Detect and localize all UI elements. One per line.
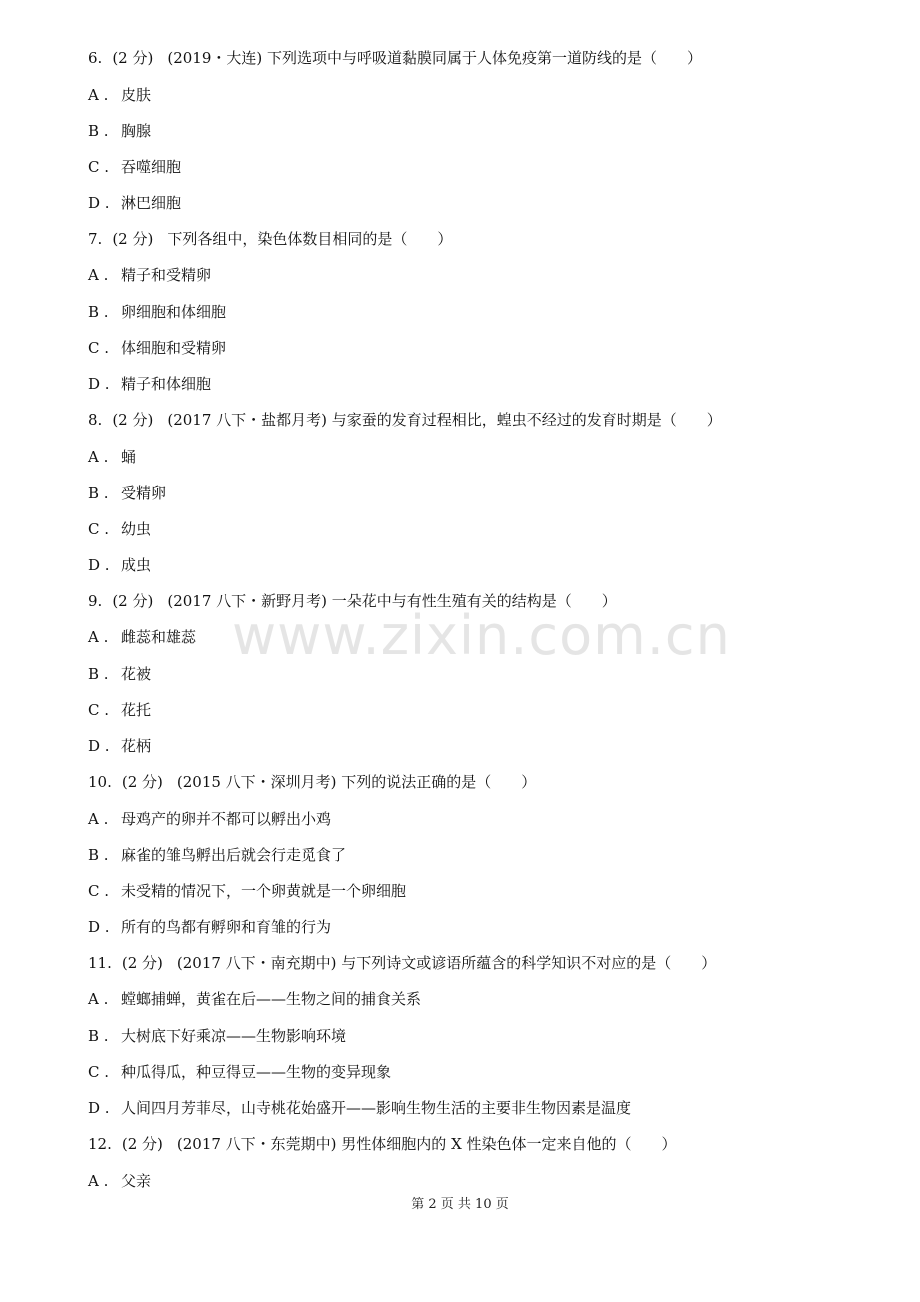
option-text: 未受精的情况下，一个卵黄就是一个卵细胞 [121,882,407,900]
option-letter: A . [88,990,109,1008]
option-a [88,1171,151,1191]
option-letter: C . [88,339,110,357]
option-text: 大树底下好乘凉——生物影响环境 [121,1027,347,1045]
option-letter: D . [88,918,110,936]
option-letter: A . [88,810,109,828]
question-number: 9. [88,592,103,610]
option-c [88,338,226,358]
question-10 [88,772,536,792]
option-c [88,881,406,901]
option-d [88,736,151,756]
option-letter: C . [88,520,110,538]
question-number: 10. [88,773,112,791]
option-text: 胸腺 [121,122,152,140]
question-7 [88,229,452,249]
option-letter: D . [88,1099,110,1117]
question-score: (2 分) [121,1135,163,1153]
question-number: 11. [88,954,112,972]
question-text: (2017 八下・东莞期中) 男性体细胞内的 X 性染色体一定来自他的（ ） [176,1135,677,1153]
question-score: (2 分) [121,773,163,791]
question-text: (2017 八下・新野月考) 一朵花中与有性生殖有关的结构是（ ） [167,592,617,610]
question-text: 下列各组中，染色体数目相同的是（ ） [167,230,453,248]
option-d [88,193,181,213]
option-text: 雌蕊和雄蕊 [121,628,197,646]
question-score: (2 分) [112,230,154,248]
option-text: 父亲 [121,1172,152,1190]
option-letter: D . [88,375,110,393]
option-b [88,845,346,865]
option-c [88,519,151,539]
option-b [88,483,166,503]
option-text: 皮肤 [121,86,152,104]
option-c [88,700,151,720]
option-a [88,447,136,467]
question-8 [88,410,722,430]
option-text: 吞噬细胞 [121,158,182,176]
watermark: www.zixin.com.cn [232,604,731,667]
question-12 [88,1134,677,1154]
option-letter: B . [88,665,109,683]
option-b [88,302,226,322]
option-a [88,627,196,647]
option-a [88,809,331,829]
option-d [88,1098,631,1118]
question-score: (2 分) [121,954,163,972]
option-letter: B . [88,122,109,140]
option-text: 种瓜得瓜，种豆得豆——生物的变异现象 [121,1063,392,1081]
option-b [88,1026,346,1046]
option-b [88,121,151,141]
option-d [88,917,331,937]
question-score: (2 分) [112,49,154,67]
option-letter: A . [88,1172,109,1190]
option-text: 花被 [121,665,152,683]
question-number: 12. [88,1135,112,1153]
question-11 [88,953,716,973]
option-letter: B . [88,846,109,864]
option-letter: C . [88,882,110,900]
question-score: (2 分) [112,411,154,429]
option-letter: B . [88,484,109,502]
option-text: 精子和受精卵 [121,266,212,284]
option-text: 体细胞和受精卵 [121,339,227,357]
option-text: 麻雀的雏鸟孵出后就会行走觅食了 [121,846,347,864]
question-number: 6. [88,49,103,67]
option-letter: A . [88,266,109,284]
option-c [88,157,181,177]
option-letter: A . [88,628,109,646]
option-text: 受精卵 [121,484,167,502]
question-score: (2 分) [112,592,154,610]
option-letter: B . [88,1027,109,1045]
option-text: 螳螂捕蝉，黄雀在后——生物之间的捕食关系 [121,990,422,1008]
option-text: 花托 [121,701,152,719]
option-d [88,555,151,575]
option-text: 花柄 [121,737,152,755]
question-text: (2017 八下・盐都月考) 与家蚕的发育过程相比，蝗虫不经过的发育时期是（ ） [167,411,722,429]
option-text: 卵细胞和体细胞 [121,303,227,321]
option-letter: D . [88,737,110,755]
question-number: 8. [88,411,103,429]
option-text: 蛹 [121,448,137,466]
option-letter: C . [88,701,110,719]
option-a [88,85,151,105]
option-a [88,989,421,1009]
option-text: 幼虫 [121,520,152,538]
option-text: 所有的鸟都有孵卵和育雏的行为 [121,918,332,936]
option-letter: D . [88,556,110,574]
question-text: (2019・大连) 下列选项中与呼吸道黏膜同属于人体免疫第一道防线的是（ ） [167,49,702,67]
option-letter: B . [88,303,109,321]
option-text: 母鸡产的卵并不都可以孵出小鸡 [121,810,332,828]
page-footer: 第 2 页 共 10 页 [411,1197,509,1212]
question-text: (2015 八下・深圳月考) 下列的说法正确的是（ ） [176,773,537,791]
option-text: 淋巴细胞 [121,194,182,212]
option-c [88,1062,391,1082]
question-9 [88,591,617,611]
question-6 [88,48,702,68]
option-text: 人间四月芳菲尽，山寺桃花始盛开——影响生物生活的主要非生物因素是温度 [121,1099,632,1117]
option-b [88,664,151,684]
option-letter: A . [88,86,109,104]
option-letter: C . [88,158,110,176]
question-number: 7. [88,230,103,248]
option-a [88,265,211,285]
option-d [88,374,211,394]
option-letter: C . [88,1063,110,1081]
option-text: 精子和体细胞 [121,375,212,393]
question-text: (2017 八下・南充期中) 与下列诗文或谚语所蕴含的科学知识不对应的是（ ） [176,954,717,972]
option-letter: D . [88,194,110,212]
option-text: 成虫 [121,556,152,574]
option-letter: A . [88,448,109,466]
